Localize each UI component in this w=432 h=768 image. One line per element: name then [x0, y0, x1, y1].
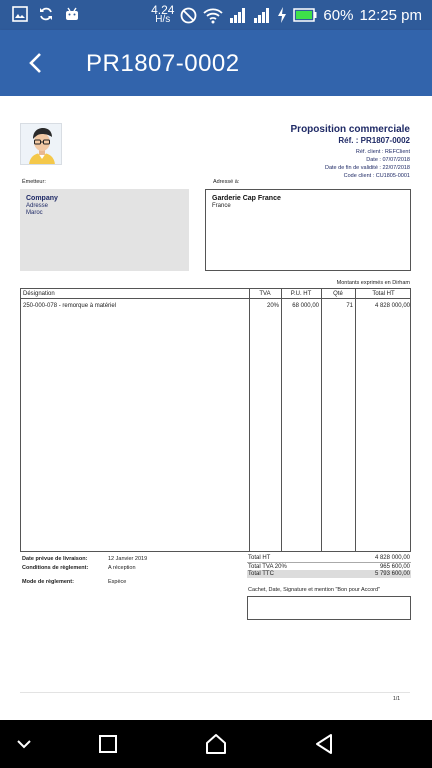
battery-icon	[293, 8, 317, 22]
header-total-ht: Total HT	[372, 291, 395, 297]
total-ht-value: 4 828 000,00	[374, 555, 410, 561]
footer-divider	[20, 692, 410, 693]
android-icon	[64, 6, 80, 22]
total-tva-row	[247, 562, 411, 570]
app-bar	[0, 30, 432, 96]
document-ref: Réf. : PR1807-0002	[338, 136, 410, 145]
home-button[interactable]	[204, 732, 228, 756]
document-title: Proposition commerciale	[290, 124, 410, 135]
blocked-icon	[180, 7, 197, 24]
recents-icon	[98, 734, 118, 754]
battery-percent: 60%	[323, 6, 354, 24]
clock: 12:25 pm	[359, 6, 422, 24]
total-ht-row	[247, 554, 411, 562]
client-ref: Réf. client : REFClient	[355, 149, 410, 155]
items-table	[20, 288, 411, 552]
client-code: Code client : CU1805-0001	[343, 173, 410, 179]
payment-conditions-value: A réception	[108, 565, 136, 571]
payment-terms	[22, 555, 147, 587]
sync-icon	[38, 6, 54, 22]
home-icon	[205, 733, 227, 755]
page-number: 1/1	[393, 696, 400, 702]
document-preview	[0, 96, 432, 720]
recipient-box	[205, 189, 411, 271]
wifi-icon	[203, 7, 223, 24]
sender-address: Adresse	[26, 203, 49, 209]
network-speed	[151, 5, 174, 25]
network-speed-value: 4.24	[151, 3, 175, 17]
recipient-country: France	[212, 203, 231, 209]
total-ht-label: Total HT	[248, 555, 271, 561]
navigation-bar	[0, 720, 432, 768]
header-designation: Désignation	[23, 291, 55, 297]
total-tva-label: Total TVA 20%	[248, 564, 287, 570]
signal-icon	[253, 7, 271, 23]
total-ttc-value: 5 793 600,00	[374, 571, 410, 577]
signal-icon	[229, 7, 247, 23]
collapse-icon	[16, 739, 32, 749]
cell-tva: 20%	[266, 303, 279, 309]
status-bar	[0, 0, 432, 30]
gallery-icon	[12, 6, 28, 22]
sender-country: Maroc	[26, 210, 43, 216]
document-date: Date : 07/07/2018	[366, 157, 410, 163]
charging-icon	[277, 7, 287, 23]
page-title: PR1807-0002	[86, 50, 240, 77]
document-header	[291, 124, 410, 180]
totals-block	[247, 554, 411, 578]
sender-box	[20, 189, 189, 271]
network-speed-unit: H/s	[155, 14, 171, 25]
currency-note: Montants exprimés en Dirham	[336, 280, 410, 286]
header-tva: TVA	[259, 291, 271, 297]
recents-button[interactable]	[96, 732, 120, 756]
sender-label: Émetteur:	[22, 179, 46, 185]
company-logo	[20, 123, 62, 165]
delivery-date-label: Date prévue de livraison:	[22, 556, 88, 562]
avatar-icon	[21, 124, 62, 165]
back-nav-button[interactable]	[312, 732, 336, 756]
payment-conditions-label: Conditions de règlement:	[22, 565, 89, 571]
cell-quantity: 71	[346, 303, 353, 309]
collapse-button[interactable]	[12, 732, 36, 756]
header-quantity: Qté	[333, 291, 343, 297]
delivery-date-value: 12 Janvier 2019	[108, 556, 148, 562]
sender-name: Company	[26, 195, 58, 202]
cell-unit-price: 68 000,00	[292, 303, 319, 309]
signature-box	[247, 596, 411, 620]
signature-label: Cachet, Date, Signature et mention "Bon pour Accord"	[248, 587, 381, 593]
cell-designation: 250-000-078 - remorque à matériel	[23, 303, 117, 309]
recipient-name: Garderie Cap France	[212, 195, 281, 202]
chevron-left-icon	[27, 51, 43, 75]
payment-mode-value: Espèce	[108, 579, 127, 585]
total-ttc-row	[247, 570, 411, 578]
back-icon	[314, 733, 334, 755]
payment-mode-label: Mode de règlement:	[22, 579, 74, 585]
total-tva-value: 965 600,00	[379, 564, 410, 570]
total-ttc-label: Total TTC	[248, 571, 274, 577]
cell-total-ht: 4 828 000,00	[374, 303, 410, 309]
validity-date: Date de fin de validité : 22/07/2018	[324, 165, 410, 171]
recipient-label: Adressé à:	[213, 179, 240, 185]
header-unit-price: P.U. HT	[290, 291, 312, 297]
back-button[interactable]	[18, 46, 52, 80]
